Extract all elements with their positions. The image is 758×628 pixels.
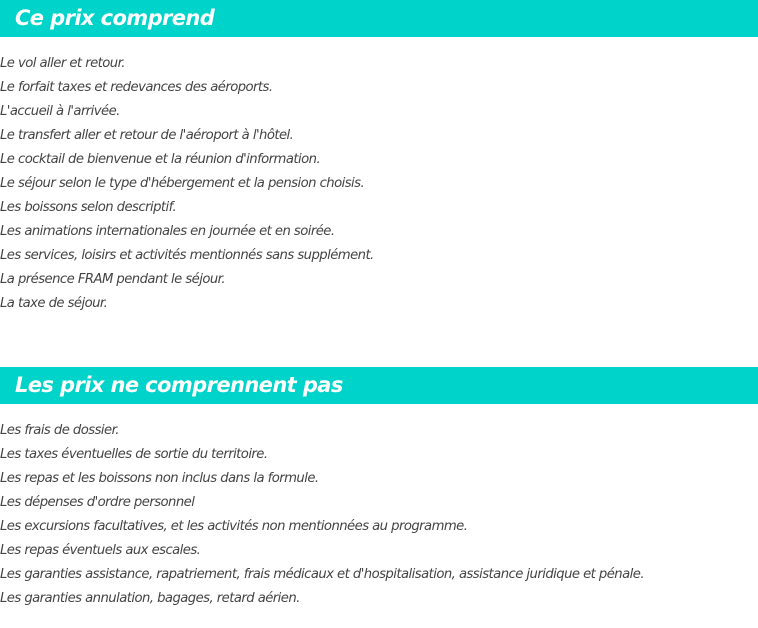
included-item: L'accueil à l'arrivée. [0, 104, 120, 119]
excluded-section-title: Les prix ne comprennent pas [15, 373, 343, 397]
included-item: La présence FRAM pendant le séjour. [0, 272, 225, 287]
included-items-list [0, 52, 374, 316]
included-item: Le cocktail de bienvenue et la réunion d'information. [0, 152, 321, 167]
included-item: Le séjour selon le type d'hébergement et la pension choisis. [0, 176, 365, 191]
included-item: Les animations internationales en journée et en soirée. [0, 224, 335, 239]
excluded-items-list [0, 419, 644, 611]
included-item: Les services, loisirs et activités mentionnés sans supplément. [0, 248, 374, 263]
excluded-item: Les garanties assistance, rapatriement, frais médicaux et d'hospitalisation, assistance juridique et pénale. [0, 567, 644, 582]
excluded-item: Les excursions facultatives, et les activités non mentionnées au programme. [0, 519, 468, 534]
excluded-item: Les taxes éventuelles de sortie du territoire. [0, 447, 268, 462]
included-item: Le transfert aller et retour de l'aéroport à l'hôtel. [0, 128, 294, 143]
excluded-item: Les garanties annulation, bagages, retard aérien. [0, 591, 300, 606]
included-item: Le vol aller et retour. [0, 56, 125, 71]
excluded-item: Les repas et les boissons non inclus dans la formule. [0, 471, 319, 486]
excluded-item: Les frais de dossier. [0, 423, 119, 438]
included-item: Les boissons selon descriptif. [0, 200, 177, 215]
included-item: Le forfait taxes et redevances des aéroports. [0, 80, 273, 95]
excluded-item: Les repas éventuels aux escales. [0, 543, 201, 558]
included-item: La taxe de séjour. [0, 296, 108, 311]
included-section-title: Ce prix comprend [15, 6, 215, 30]
excluded-item: Les dépenses d'ordre personnel [0, 495, 195, 510]
excluded-section-header [0, 367, 758, 404]
included-section-header [0, 0, 758, 37]
